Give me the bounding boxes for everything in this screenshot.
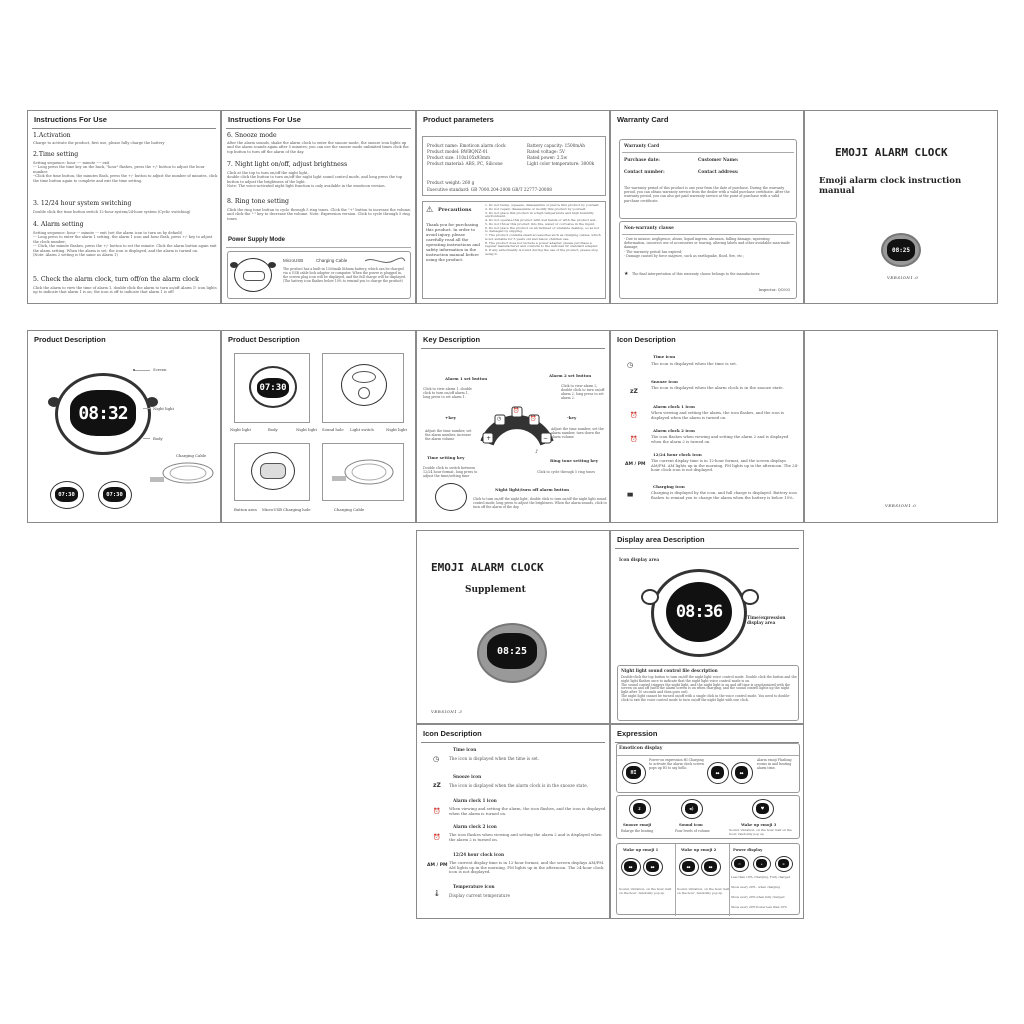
time-key-icon[interactable]: ◷ [497, 416, 502, 422]
product-weight: Product weight: 260 g [427, 180, 475, 185]
wake-emoji-3-screen: ♥ [756, 803, 769, 814]
alarm-2-icon: ⏰ [630, 436, 638, 443]
snooze-icon: zZ [433, 782, 441, 789]
emoticon-display-heading: Emoticon display [619, 746, 663, 751]
clock-back-illustration [234, 258, 272, 292]
cable-illustration [329, 452, 399, 492]
specs-right [527, 143, 594, 167]
night-light-sound-box [617, 665, 799, 721]
night-light-button-heading: Night light/turn off alarm button [495, 487, 570, 492]
icon-item-heading: Alarm clock 2 icon [653, 428, 695, 433]
icon-item [611, 428, 804, 452]
front-view-box [234, 353, 310, 423]
alarm-2-key-icon[interactable]: ⏰ [530, 416, 537, 422]
panel-title: Display area Description [617, 535, 705, 544]
alarm-1-icon: ⏰ [630, 412, 638, 419]
wake-emoji-3-text: Sound, vibration, on the hour, half on the hour; randomly pop up [729, 828, 792, 836]
clock-back-illustration [251, 452, 295, 490]
alarm-setting-text: Setting sequence: hour --- minute --- exit (set the alarm icon to turn on by default) --- Long press to enter the alarm 1 setting, the alarm 1 icon and hour flash, press +/- key to adjust the clock number; --- Click, the minute flashes, press the +/- button to set the minute. Click the alarm button again exit the alarm setting. When the alarm is set, the icon is displayed, and the alarm is turned on. (Note: Alarm 2 setting is the same as Alarm 1) [33, 231, 217, 258]
power-screen: ◂ [756, 859, 767, 868]
warning-icon: ⚠ [426, 205, 434, 214]
snooze-emoji-heading: Snooze emoji [623, 822, 652, 827]
icon-item [417, 852, 610, 884]
label-night-light: Night light [386, 427, 407, 432]
clock-top-illustration [341, 364, 387, 406]
icon-item-text: When viewing and setting the alarm, the icon flashes, and the icon is displayed when the alarm is turned on. [651, 410, 785, 420]
wake-emoji-screen: ●● [624, 861, 637, 872]
icon-item-text: The icon flashes when viewing and setting the alarm 2 and is displayed when the alarm 2 is turned on. [449, 832, 602, 842]
title-divider [421, 742, 605, 743]
icon-item [611, 484, 804, 514]
ring-tone-key-heading: Ring tone setting key [550, 458, 599, 463]
panel-title: Icon Description [423, 729, 482, 738]
time-area-label: Time/expression display area [747, 615, 786, 625]
activation-text: Charge to activate the product, first use, please fully charge the battery [33, 141, 165, 145]
panel-title: Instructions For Use [34, 115, 107, 124]
icon-item [417, 798, 610, 824]
icon-item-heading: 12/24 hour clock icon [453, 852, 505, 857]
power-emoji-illustration [753, 856, 771, 872]
label-button-area: Button area [234, 507, 257, 512]
night-light-sound-text: Double-click the top button to turn on/off the night light voice control mode. Double click the button and the night light flashes once to indicate that the night light voice control mode is on. The sound control triggers the night light, and the night light is on and off time is synchronized with the screen on and off (until the alarm screen is on when charging, and the sound control lights up the night light after 10 seconds and then goes out). The night light cannot be turned on/off with a single click in the voice control mode. You need to double-click to exit the voice control mode to turn on/off the night light with one click. [621, 675, 797, 702]
small-clock-illustration [50, 481, 84, 509]
wake-emoji-1-heading: Wake up emoji 1 [623, 847, 659, 852]
wake-emoji-3-illustration [752, 799, 774, 819]
icon-item [611, 353, 804, 378]
wake-emoji-1-illustration [621, 858, 641, 876]
panel-title: Product Description [34, 335, 106, 344]
clock-right-ear [268, 262, 276, 268]
precautions-list: 1. Do not bump, squeeze, disassemble or pierce this product by yourself. 2. Do not repair, disassemble or modify this product by yourself. 3. Do not place this product in a high temperature and high humidity environment. 4. Do not operate this product with wet hands or with the product wet. 5. Do not throw this product into fire, water or corrosive in the liquid. 6. Do not place the product on an inclined or unstable desktop, so as not to damaged by slipping. 7. The product contains small accessories such as charging cables, which is not suitable for 3 years old and below children use. 8. The product does not include a power adapter, please purchase a regular manufacturer and conform to the national 3C standard adapter. 9. If any abnormality is found during the use of the product, please stop using it. [485, 203, 601, 256]
minus-key-heading: -key [567, 415, 577, 420]
inspector-label: Inspector: QC003 [758, 288, 790, 292]
wake-emoji-screen: ●● [682, 861, 695, 872]
clock-screen: 08:25 [887, 239, 915, 261]
final-interpretation-text: The final interpretation of this warranty clause belongs to the manufacturer. [632, 272, 761, 276]
wake-divider [675, 844, 676, 916]
wake-emoji-screen: ●● [704, 861, 717, 872]
clock-left-ear [230, 262, 238, 268]
icon-item-heading: Alarm clock 1 icon [653, 404, 695, 409]
spec-line: Product name: Emoticon alarm clock [427, 143, 506, 148]
alarm-emoji-screen: ●● [711, 766, 724, 779]
ring-tone-heading: 8. Ring tone setting [227, 198, 289, 205]
power-on-expression-text: Power-on expression HI Charging to activate the alarm clock screen pops up HI to say hello. [649, 758, 704, 770]
key-description-panel [416, 330, 610, 523]
back-view-box [234, 443, 310, 501]
power-line: Show every 20% when fully charged [731, 895, 785, 899]
spec-line: Rated voltage: 5V [527, 149, 565, 154]
alarm-1-button-heading: Alarm 1 set button [445, 376, 488, 381]
sound-icon-heading: Sound icon [679, 822, 703, 827]
brand-logo: EMOJI ALARM CLOCK [835, 146, 948, 159]
icon-item [417, 884, 610, 908]
icon-item-heading: Charging icon [653, 484, 685, 489]
wake-emoji-2-illustration [679, 858, 699, 876]
specs-left [427, 143, 506, 167]
top-view-box [322, 353, 404, 423]
screen-label: Screen [153, 367, 167, 372]
plus-key-text: Adjust the time number, set the alarm number, increase the alarm volume [425, 429, 472, 441]
cable-illustration [363, 256, 407, 266]
snooze-sound-wake-box [616, 795, 800, 839]
ring-key-icon[interactable]: ♪ [535, 449, 539, 455]
time-setting-heading: 2.Time setting [33, 151, 79, 158]
warranty-box [619, 139, 797, 219]
power-emoji-illustration [775, 856, 793, 872]
icon-item [611, 404, 804, 428]
h1224-heading: 3. 12/24 hour system switching [33, 200, 132, 207]
clock-front-illustration [249, 366, 297, 408]
version-label: VERSION1.3 [431, 709, 463, 714]
panel-title: Icon Description [617, 335, 676, 344]
ampm-icon: AM / PM [427, 863, 448, 868]
power-divider [729, 844, 730, 916]
nightlight-pointer-line [143, 408, 150, 409]
hi-screen: HI [626, 766, 641, 779]
ring-tone-text: Click the ring tone button to cycle through 5 ring tones. Click the "+" button to increase the volume, and click the "-" key to decrease the volume. Note: Expression version. Click to cycle through 5 ring tones [227, 208, 412, 221]
icon-item-text: The icon is displayed when the time is set. [651, 361, 738, 366]
cable-label: Charging Cable [176, 453, 207, 458]
power-supply-box [227, 251, 411, 299]
supplement-panel [416, 530, 610, 724]
minus-key-icon[interactable]: − [543, 435, 549, 442]
power-divider [226, 247, 411, 248]
alarm-setting-heading: 4. Alarm setting [33, 221, 84, 228]
night-light-text: Click at the top to turn on/off the night light, double click the button to turn on/off the night light sound control mode, and long press the top button to adjust the brightness of the light. Note: The voice-activated night light function is only available in the emoticon version. [227, 171, 403, 189]
wake-emoji-screen: ●● [646, 861, 659, 872]
icon-item-heading: Alarm clock 2 icon [453, 824, 497, 829]
spec-line: Rated power: 2.5w [527, 155, 568, 160]
activation-heading: 1.Activation [33, 132, 71, 139]
power-line: Show every 20% Power less than 10% [731, 905, 787, 909]
executive-standard: Executive standard: GB 7000.204-2008 GB/T 22777-20008 [427, 187, 552, 192]
icon-item-text: When viewing and setting the alarm, the icon flashes, and the icon is displayed when the alarm is turned on. [449, 806, 606, 816]
clock-screen: 08:32 [70, 390, 136, 436]
icon-item-heading: Temperature icon [453, 884, 495, 889]
microusb-label: MicroUSB [283, 258, 304, 263]
label-light-switch: Light switch [350, 427, 374, 432]
precautions-box [422, 201, 606, 299]
icon-item-text: The icon is displayed when the alarm clock is in the snooze state. [651, 385, 784, 390]
small-clock-illustration [98, 481, 132, 509]
label-microusb-hole: MicroUSB Charging hole [262, 507, 311, 512]
title-divider [615, 548, 799, 549]
time-setting-key-text: Double click to switch between 12/24 hour format, long press to adjust the time/setting time [423, 466, 478, 478]
power-supply-text: The product has a built-in 1500mAh lithium battery, which can be charged via a USB cable lock adapter or computer. When the power is plugged in, the screen plug icon will be displayed, and the full charge will be displayed. (The battery icon flashes below 10% to remind you to charge the product) [283, 267, 406, 283]
power-line: Show every 20% , when charging [731, 885, 781, 889]
warranty-card-heading: Warranty Card [624, 144, 660, 149]
icon-list [611, 353, 804, 514]
night-light-sound-heading: Night light sound control file description [621, 668, 718, 673]
icon-description-panel-2 [416, 724, 610, 919]
clock-left-ear [48, 397, 60, 407]
product-parameters-panel [416, 110, 610, 304]
clock-screen [666, 582, 732, 642]
cable-illustration [146, 459, 218, 489]
non-warranty-box [619, 221, 797, 299]
night-light-heading: 7. Night light on/off, adjust brightness [227, 161, 348, 168]
snooze-emoji-illustration [629, 799, 651, 819]
icon-list [417, 745, 610, 908]
h1224-text: Double click the time button switch 12-hour system/24-hour system (Cyclic switching) [33, 210, 191, 214]
panel-title: Product parameters [423, 115, 494, 124]
customer-name-label: Customer Name: [698, 158, 739, 163]
title-divider [226, 128, 411, 129]
spec-line: Battery capacity: 1500mAh [527, 143, 585, 148]
emoticon-divider [617, 755, 799, 756]
icon-item-text: Display current temperature [449, 893, 510, 898]
time-setting-key-heading: Time setting key [427, 455, 465, 460]
wake-emoji-1-illustration [643, 858, 663, 876]
screen-pointer-line [135, 370, 150, 371]
spec-line: Product model: BWBQNZ-01 [427, 149, 489, 154]
alarm-emoji-clock-2 [731, 762, 753, 784]
sound-icon-screen: ◀) [685, 803, 698, 814]
icon-item-text: The current display time is in 12-hour format, and the screen displays AM/PM. AM lights up in the morning, PM lights up in the afternoon. The 24-hour clock icon is not displayed. [651, 458, 799, 473]
clock-screen: 07:30 [55, 487, 78, 502]
snooze-emoji-screen: z [633, 803, 646, 814]
wake-emoji-2-heading: Wake up emoji 2 [681, 847, 717, 852]
power-screen: ▬ [778, 859, 789, 868]
display-clock-illustration [651, 569, 747, 657]
icon-item-text: The icon flashes when viewing and setting the alarm 2 and is displayed when the alarm 2 is turned on. [651, 434, 789, 444]
time-setting-text: Setting sequence: hour ---- minute ---- exit --- Long press the time key on the back, "hour" flashes, press the +/- button to adjust the hour number. --Click the time button, the minutes flash, press the +/- button to adjust the number of minutes, click the time button again to complete and exit the time setting. [33, 161, 218, 183]
icon-item [417, 745, 610, 772]
contact-number-label: Contact number: [624, 170, 665, 175]
nightlight-label: Night light [153, 406, 174, 411]
sound-icon-text: Four levels of volume [675, 829, 710, 833]
alarm-emoji-screen: ●● [735, 766, 748, 779]
icon-area-label: Icon display area [619, 557, 660, 562]
icon-item-heading: Alarm clock 1 icon [453, 798, 497, 803]
charging-icon: ▮▮▮ [627, 492, 633, 498]
alarm-2-button-heading: Alarm 2 set button [549, 373, 592, 378]
body-label: Body [153, 436, 163, 441]
label-sound-hole: Sound hole [322, 427, 344, 432]
product-description-panel-2 [221, 330, 416, 523]
clock-icon: ◷ [627, 361, 634, 369]
alarm-emoji-clock-1 [707, 762, 729, 784]
panel-title: Instructions For Use [228, 115, 301, 124]
power-line: Less than 10%, Charging, Fully charged [731, 875, 791, 879]
brand-logo: EMOJI ALARM CLOCK [431, 561, 544, 574]
warranty-text: The warranty period of this product is one year from the date of purchase. During the warranty period, you can obtain warranty service from the dealer with a valid purchase certificate. After the warranty period, you can also get paid warranty service at the point of purchase with a valid purchase certificate. [624, 186, 790, 203]
clock-screen: 08:25 [487, 633, 537, 669]
snooze-emoji-text: Enlarge the beating [621, 829, 654, 833]
icon-item-heading: 12/24 hour clock icon [653, 452, 702, 457]
body-pointer-line [143, 438, 150, 439]
clock-icon: ◷ [433, 755, 440, 763]
supplement-title: Supplement [465, 585, 526, 595]
snooze-heading: 6. Snooze mode [227, 132, 277, 139]
spec-line: Light color temperature: 3000k [527, 161, 595, 166]
clock-right-ear [741, 589, 759, 605]
product-description-panel-1 [27, 330, 221, 523]
wake-emoji-2-illustration [701, 858, 721, 876]
specs-box [422, 136, 606, 196]
icon-description-panel-1 [610, 330, 804, 523]
plus-key-icon[interactable]: + [486, 435, 492, 442]
wake-emoji-3-heading: Wake up emoji 3 [741, 822, 777, 827]
clock-top-illustration [435, 483, 467, 511]
cover-clock-illustration [881, 233, 921, 267]
expression-panel [610, 724, 804, 919]
title-divider [32, 128, 216, 129]
supplement-clock-illustration [477, 623, 547, 683]
warranty-card-panel [610, 110, 804, 304]
instructions-panel-2 [221, 110, 416, 304]
alarm-emoji-text: Alarm emoji Flashing rooms in and beating alarm time. [757, 758, 792, 770]
manual-subtitle: Emoji alarm clock instruction manual [819, 176, 962, 196]
wake-emoji-1-text: Sound, vibration, on the hour, half on the hour ,randomly pop up [619, 887, 672, 895]
icon-item-heading: Snooze icon [651, 379, 678, 384]
icon-item-text: The icon is displayed when the alarm clock is in the snooze state. [449, 783, 589, 788]
check-alarm-text: Click the alarm to view the time of alarm 1, double click the alarm to turn on/off Alarm 1! icon lights up to indicate that alarm 1 is on; the icon is off to indicate that alarm 1 is off! [33, 286, 217, 295]
purchase-date-label: Purchase date: [624, 158, 660, 163]
wake-power-box [616, 843, 800, 915]
panel-title: Product Description [228, 335, 300, 344]
alarm-1-key-icon[interactable]: ⏰ [513, 408, 520, 414]
non-warranty-text: - Due to misuse, negligence, abuse, liquid ingress, abrasion, falling damage, squeezing deformation, incorrect use of accessories or tearing, altering labels and other avoidable man-made damage; - The warranty period has expired; - Damage caused by force majeure, such as earthquake, flood, fire, etc.; [624, 237, 790, 258]
alarm-2-button-text: Click to view alarm 2, double click to turn on/off alarm 2, long press to set alarm 2. [561, 384, 605, 400]
label-night-light: Night light [230, 427, 251, 432]
clock-screen: 07:30 [257, 378, 289, 398]
label-night-light: Night light [296, 427, 317, 432]
version-label: VERSION1.0 [887, 275, 919, 280]
cable-view-box [322, 443, 404, 501]
icon-item-text: The current display time is in 12-hour format, and the screen displays AM/PM. AM lights up in the morning, PM lights up in the afternoon. The 24-hour clock icon is not displayed. [449, 860, 605, 875]
icon-item [417, 824, 610, 852]
instructions-panel-1 [27, 110, 221, 304]
check-alarm-heading: 5. Check the alarm clock, turn off/on the alarm clock [33, 276, 199, 283]
alarm-1-icon: ⏰ [433, 808, 441, 815]
label-body: Body [268, 427, 278, 432]
alarm-1-button-text: Click to view alarm 1, double click to turn on/off alarm 1, long press to set alarm 1. [423, 387, 472, 399]
screen-time: 08:36 [675, 602, 723, 622]
plus-key-heading: +key [445, 415, 456, 420]
icon-item [417, 772, 610, 798]
icon-item-heading: Snooze icon [453, 774, 482, 779]
label-charging-cable: Charging Cable [334, 507, 365, 512]
spec-line: Product material: ABS, PC, Silicone [427, 161, 503, 166]
thermometer-icon: 🌡 [433, 890, 441, 897]
charging-cable-label: Charging Cable [316, 258, 348, 263]
non-warranty-heading: Non-warranty clause [624, 226, 674, 231]
precautions-heading: Precautions [438, 207, 472, 213]
snooze-icon: zZ [630, 388, 638, 395]
panel-title: Key Description [423, 335, 481, 344]
title-divider [421, 348, 605, 349]
icon-item-text: The icon is displayed when the time is set. [449, 756, 540, 761]
ampm-icon: AM / PM [625, 462, 646, 467]
icon-item-heading: Time icon [653, 354, 676, 359]
star-icon: ★ [624, 271, 629, 277]
icon-item [611, 378, 804, 404]
cover-panel [804, 110, 998, 304]
panel-title: Expression [617, 729, 658, 738]
non-warranty-divider [622, 234, 794, 235]
warranty-divider [622, 152, 794, 153]
blank-panel [804, 330, 998, 523]
icon-item [611, 452, 804, 484]
icon-item-heading: Time icon [453, 747, 477, 752]
icon-item-text: Charging is displayed by the icon, and full charge is displayed. Battery icon flashes to remind you to charge the alarm when the battery is below 10%. [651, 490, 797, 500]
night-light-button-text: Click to turn on/off the night light, double click to turn on/off the night light sound control mode, long press to adjust the brightness. When the alarm sounds, click to turn off the alarm of the day. [473, 497, 607, 509]
panel-title: Warranty Card [617, 115, 669, 124]
clock-screen: 07:30 [103, 487, 126, 502]
display-area-panel [610, 530, 804, 724]
contact-address-label: Contact address: [698, 170, 739, 175]
sound-icon-illustration [681, 799, 703, 819]
power-display-heading: Power display [733, 847, 763, 852]
minus-key-text: Adjust the time number, set the alarm number, turn down the alarm volume [551, 427, 604, 439]
hi-clock-illustration [622, 762, 646, 784]
power-supply-heading: Power Supply Mode [228, 237, 286, 243]
precautions-intro: Thank you for purchasing this product. In order to avoid injury, please carefully read all the operating instructions and safety information in the instruction manual before using the product. [426, 222, 480, 262]
power-emoji-illustration [731, 856, 749, 872]
spec-line: Product size: 110x105x93mm [427, 155, 490, 160]
wake-emoji-2-text: Sound, vibration, on the hour, half on the hour ,randomly pop up [677, 887, 730, 895]
clock-left-ear [641, 589, 659, 605]
alarm-2-icon: ⏰ [433, 834, 441, 841]
emoticon-display-box [616, 743, 800, 793]
clock-front-illustration [55, 373, 151, 455]
ring-tone-key-text: Click to cycle through 5 ring tones [537, 470, 596, 474]
key-diagram [477, 393, 557, 459]
version-label: VERSION1.0 [885, 503, 917, 508]
power-screen: ▭ [734, 859, 745, 868]
snooze-text: After the alarm sounds, shake the alarm clock to enter the snooze mode, the snooze icon lights up and the alarm sounds again after 5 minutes; you can use the snooze mode unlimited times click the top button to turn off the alarm of the day. [227, 141, 409, 154]
